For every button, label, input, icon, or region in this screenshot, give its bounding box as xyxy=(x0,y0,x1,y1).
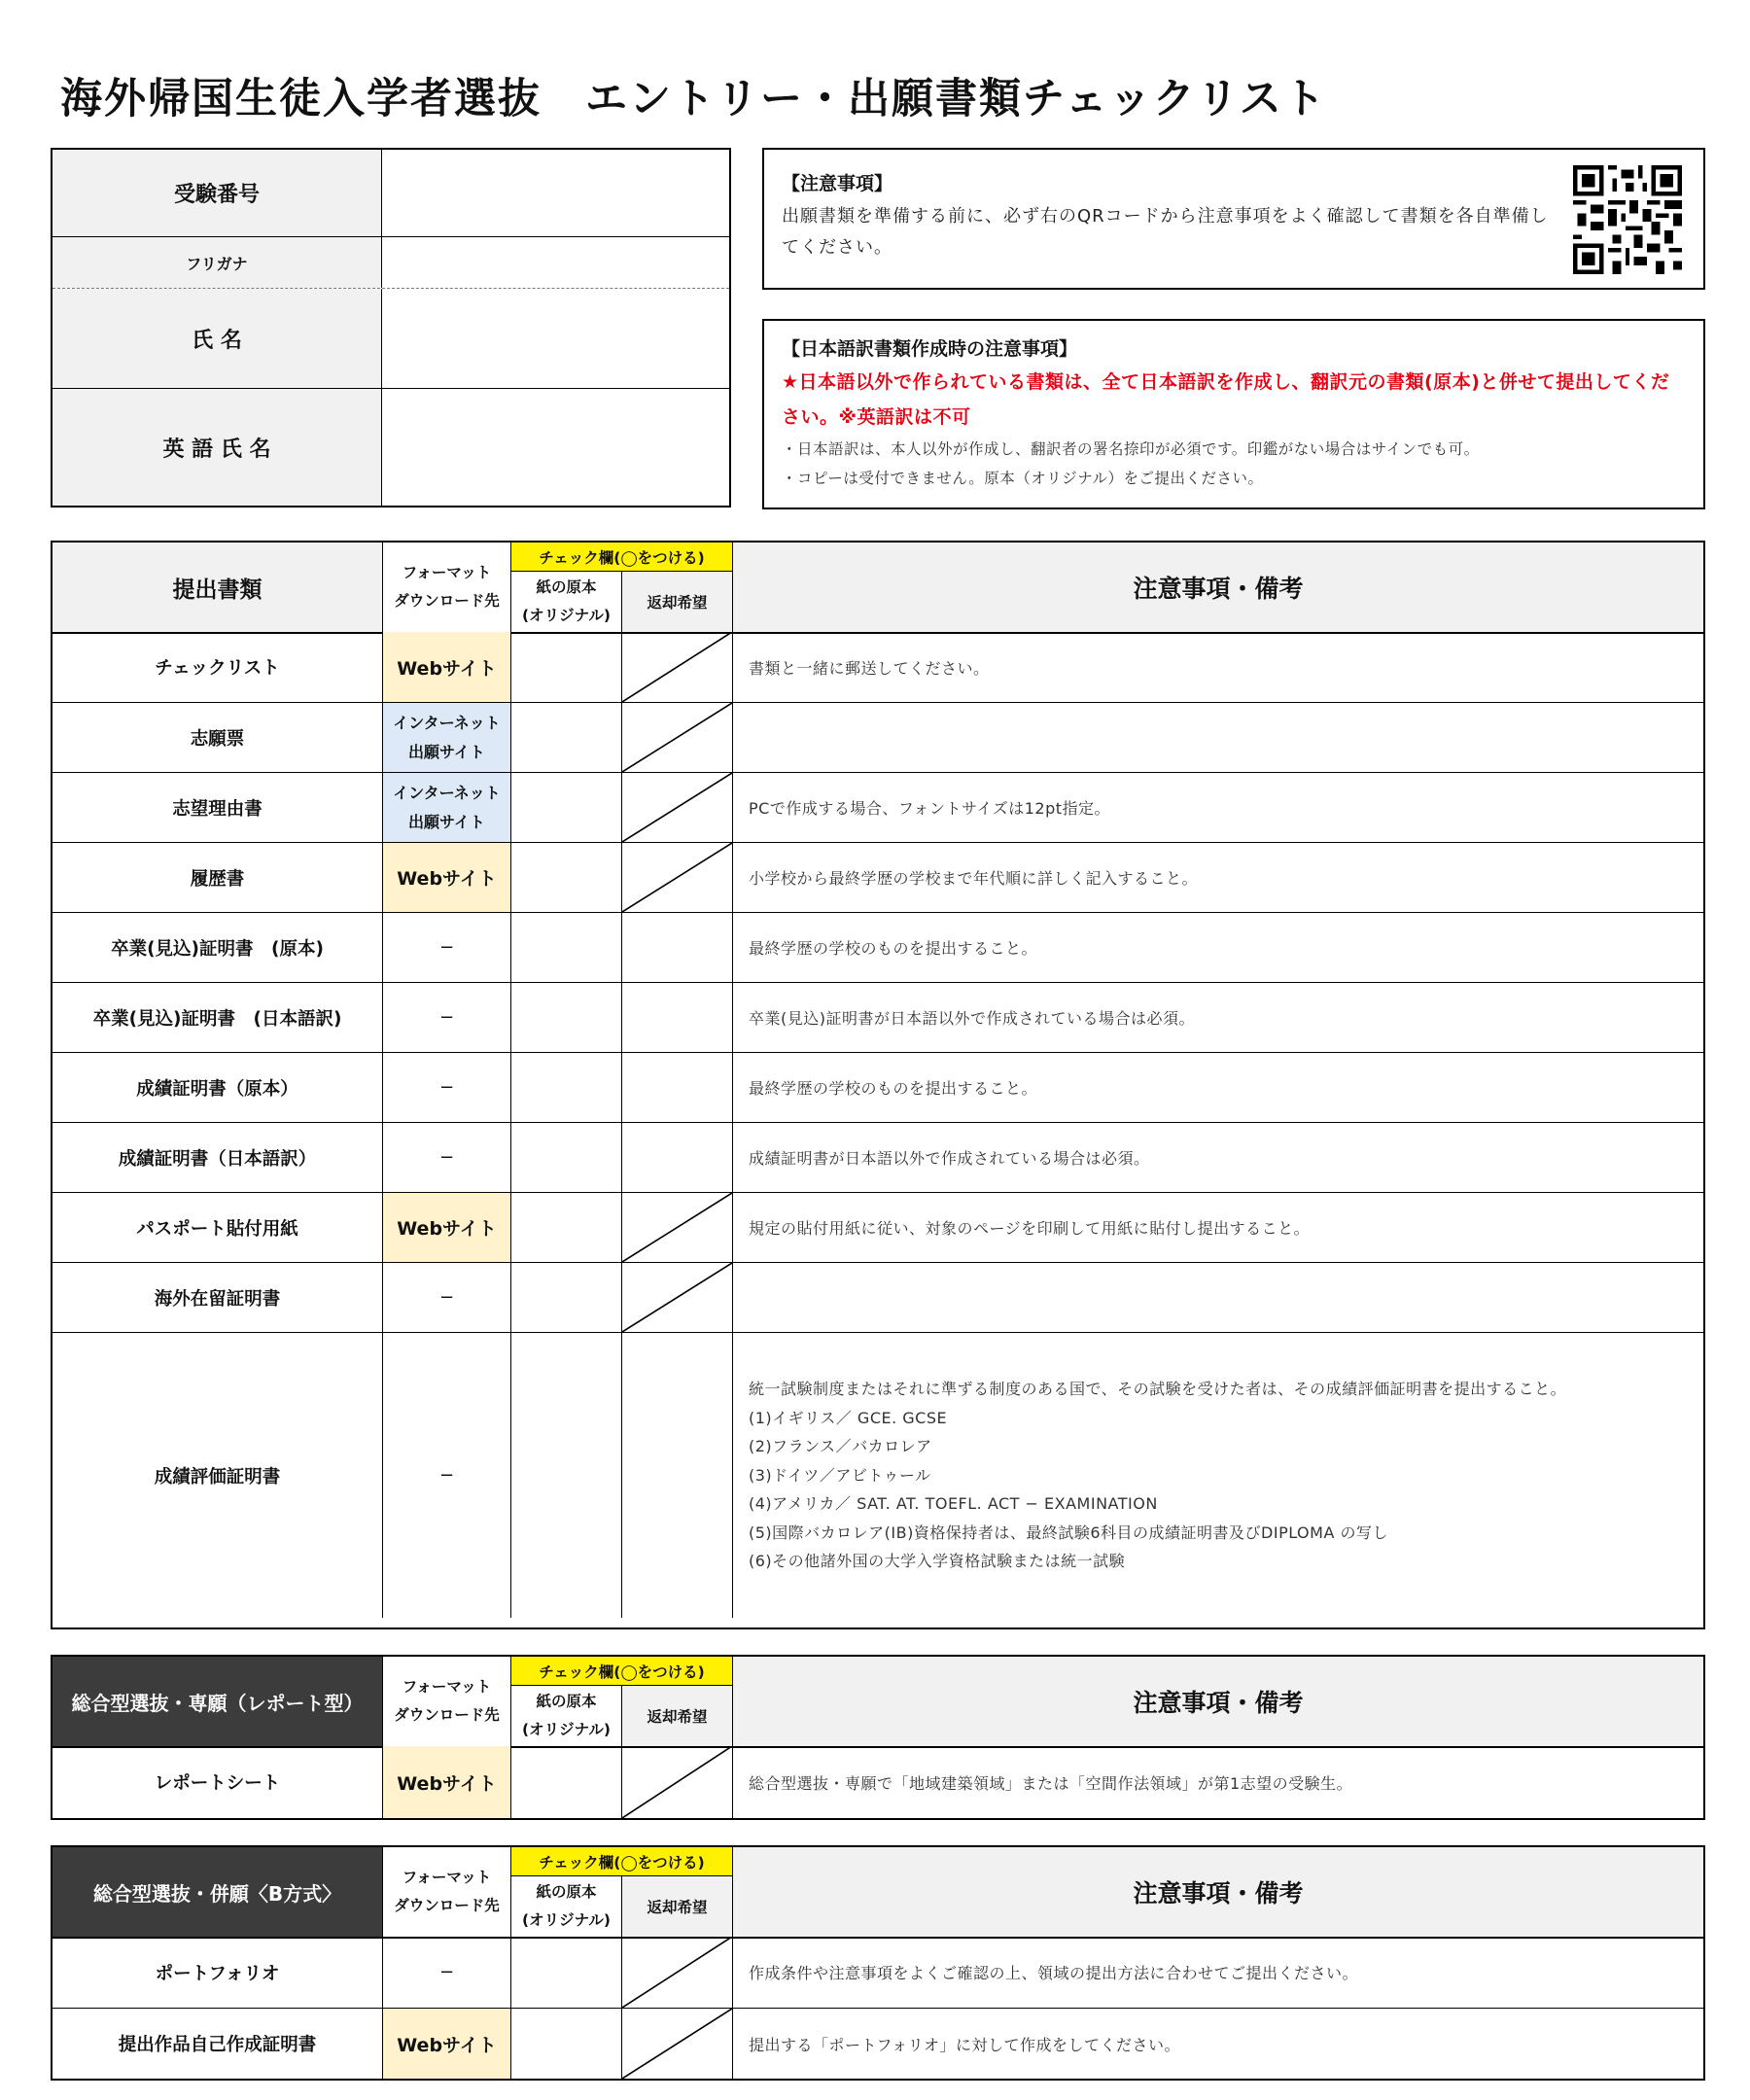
header-check-column: チェック欄(◯をつける) xyxy=(511,1657,733,1686)
page-title: 海外帰国生徒入学者選抜 エントリー・出願書類チェックリスト xyxy=(60,75,1327,123)
format-download-link[interactable] xyxy=(383,773,511,842)
row-note-line: (3)ドイツ／アビトゥール xyxy=(749,1465,931,1485)
format-line2: 出願サイト xyxy=(408,812,485,831)
header-format-line1: フォーマット xyxy=(402,564,492,581)
document-name: 卒業(見込)証明書 (日本語訳) xyxy=(52,983,383,1052)
table-row xyxy=(52,1192,1703,1262)
row-note: 総合型選抜・専願で「地域建築領域」または「空間作法領域」が第1志望の受験生。 xyxy=(749,1773,1353,1793)
header-notes: 注意事項・備考 xyxy=(733,542,1703,632)
format-download-link[interactable] xyxy=(383,703,511,772)
document-name: レポートシート xyxy=(52,1746,383,1818)
table-header xyxy=(52,542,1703,632)
table-row xyxy=(52,702,1703,772)
format-download-link: − xyxy=(383,1333,511,1618)
header-notes: 注意事項・備考 xyxy=(733,1847,1703,1937)
table-row xyxy=(52,1052,1703,1122)
row-note: 作成条件や注意事項をよくご確認の上、領域の提出方法に合わせてご提出ください。 xyxy=(749,1964,1359,1982)
not-applicable-slash xyxy=(622,1263,732,1332)
name-field[interactable] xyxy=(382,289,729,388)
format-download-link[interactable]: Webサイト xyxy=(383,632,511,702)
row-note: 最終学歴の学校のものを提出すること。 xyxy=(749,939,1038,958)
header-return: 返却希望 xyxy=(622,572,733,632)
row-note: 提出する「ポートフォリオ」に対して作成をしてください。 xyxy=(749,2035,1181,2054)
row-note xyxy=(733,703,1703,772)
header-format xyxy=(383,542,511,632)
row-note xyxy=(733,1263,1703,1332)
notice-title: 【注意事項】 xyxy=(782,173,893,194)
header-return: 返却希望 xyxy=(622,1876,733,1937)
original-check-cell[interactable] xyxy=(511,1746,622,1818)
header-check-column: チェック欄(◯をつける) xyxy=(511,1847,733,1876)
table-header xyxy=(52,1657,1703,1746)
header-original xyxy=(511,1686,622,1746)
row-note-line: 統一試験制度またはそれに準ずる制度のある国で、その試験を受けた者は、その成績評価証明書を提出すること。 xyxy=(749,1380,1567,1399)
header-original-line2: (オリジナル) xyxy=(522,1911,611,1929)
english-name-label: 英 語 氏 名 xyxy=(52,389,382,506)
format-download-link[interactable]: Webサイト xyxy=(383,1193,511,1262)
original-check-cell[interactable] xyxy=(511,2009,622,2079)
furigana-label: フリガナ xyxy=(52,237,382,288)
exam-number-row xyxy=(52,150,729,237)
document-name: 提出作品自己作成証明書 xyxy=(52,2009,383,2079)
table-row xyxy=(52,2008,1703,2079)
table-header-category: 提出書類 xyxy=(52,542,383,632)
header-original xyxy=(511,1876,622,1937)
header-original xyxy=(511,572,622,632)
original-check-cell[interactable] xyxy=(511,1193,622,1262)
return-check-cell[interactable] xyxy=(622,983,733,1052)
row-note: 成績証明書が日本語以外で作成されている場合は必須。 xyxy=(749,1149,1150,1168)
english-name-row xyxy=(52,389,729,506)
document-name: 履歴書 xyxy=(52,843,383,912)
format-line2: 出願サイト xyxy=(408,742,485,761)
row-note: 書類と一緒に郵送してください。 xyxy=(749,658,990,678)
not-applicable-slash xyxy=(622,632,732,702)
not-applicable-slash xyxy=(622,703,732,772)
original-check-cell[interactable] xyxy=(511,983,622,1052)
table-header xyxy=(52,1847,1703,1937)
table-row xyxy=(52,1332,1703,1618)
return-check-cell xyxy=(622,843,733,912)
translation-notice-title: 【日本語訳書類作成時の注意事項】 xyxy=(782,338,1078,360)
translation-warning: ★日本語以外で作られている書類は、全て日本語訳を作成し、翻訳元の書類(原本)と併せて提出してください。※英語訳は不可 xyxy=(782,371,1670,428)
row-note-line: (6)その他諸外国の大学入学資格試験または統一試験 xyxy=(749,1552,1126,1571)
not-applicable-slash xyxy=(622,1746,732,1818)
header-original-line1: 紙の原本 xyxy=(536,1883,597,1901)
format-download-link[interactable]: Webサイト xyxy=(383,843,511,912)
document-name: 海外在留証明書 xyxy=(52,1263,383,1332)
document-name: 志願票 xyxy=(52,703,383,772)
row-note-line: (1)イギリス／ GCE. GCSE xyxy=(749,1408,948,1427)
table-row xyxy=(52,842,1703,912)
format-download-link[interactable]: Webサイト xyxy=(383,1746,511,1818)
applicant-info-table xyxy=(51,148,731,508)
row-note: 卒業(見込)証明書が日本語以外で作成されている場合は必須。 xyxy=(749,1009,1195,1028)
header-format xyxy=(383,1847,511,1937)
return-check-cell xyxy=(622,632,733,702)
return-check-cell xyxy=(622,1937,733,2008)
header-format xyxy=(383,1657,511,1746)
original-check-cell[interactable] xyxy=(511,1123,622,1192)
header-notes: 注意事項・備考 xyxy=(733,1657,1703,1746)
original-check-cell[interactable] xyxy=(511,1937,622,2008)
row-note-line: (4)アメリカ／ SAT. AT. TOEFL. ACT − EXAMINATION xyxy=(749,1494,1158,1514)
original-check-cell[interactable] xyxy=(511,1333,622,1618)
document-name: 成績証明書（日本語訳） xyxy=(52,1123,383,1192)
header-format-line2: ダウンロード先 xyxy=(394,1706,500,1724)
document-name: 成績評価証明書 xyxy=(52,1333,383,1618)
return-check-cell xyxy=(622,2009,733,2079)
format-download-link: − xyxy=(383,1263,511,1332)
table-row xyxy=(52,912,1703,982)
row-note: PCで作成する場合、フォントサイズは12pt指定。 xyxy=(749,799,1111,818)
format-download-link: − xyxy=(383,1937,511,2008)
document-name: 志望理由書 xyxy=(52,773,383,842)
name-label: 氏 名 xyxy=(52,289,382,388)
format-download-link[interactable]: Webサイト xyxy=(383,2009,511,2079)
row-note xyxy=(733,1333,1703,1618)
table-row xyxy=(52,1937,1703,2008)
return-check-cell[interactable] xyxy=(622,913,733,982)
header-format-line2: ダウンロード先 xyxy=(394,592,500,610)
original-check-cell[interactable] xyxy=(511,703,622,772)
return-check-cell xyxy=(622,1193,733,1262)
document-name: 卒業(見込)証明書 (原本) xyxy=(52,913,383,982)
header-check-column: チェック欄(◯をつける) xyxy=(511,542,733,572)
document-name: パスポート貼付用紙 xyxy=(52,1193,383,1262)
exam-number-label: 受験番号 xyxy=(52,150,382,236)
translation-notice-box xyxy=(762,319,1705,509)
header-format-line1: フォーマット xyxy=(402,1869,492,1886)
original-check-cell[interactable] xyxy=(511,773,622,842)
format-download-link: − xyxy=(383,913,511,982)
header-original-line1: 紙の原本 xyxy=(536,1693,597,1710)
english-name-field[interactable] xyxy=(382,389,729,506)
header-format-line2: ダウンロード先 xyxy=(394,1897,500,1914)
table-header-category: 総合型選抜・併願〈B方式〉 xyxy=(52,1847,383,1937)
document-name: 成績証明書（原本） xyxy=(52,1053,383,1122)
not-applicable-slash xyxy=(622,2009,732,2079)
header-original-line1: 紙の原本 xyxy=(536,578,597,596)
qr-code-icon[interactable] xyxy=(1573,165,1682,274)
table-row xyxy=(52,1122,1703,1192)
notice-body: 出願書類を準備する前に、必ず右のQRコードから注意事項をよく確認して書類を各自準備してください。 xyxy=(782,206,1549,258)
original-check-cell[interactable] xyxy=(511,1263,622,1332)
report-type-table xyxy=(51,1655,1705,1820)
header-original-line2: (オリジナル) xyxy=(522,607,611,624)
documents-table xyxy=(51,541,1705,1629)
furigana-field[interactable] xyxy=(382,237,729,288)
not-applicable-slash xyxy=(622,773,732,842)
table-row xyxy=(52,1262,1703,1332)
row-note: 規定の貼付用紙に従い、対象のページを印刷して用紙に貼付し提出すること。 xyxy=(749,1219,1311,1238)
row-note-line: (5)国際バカロレア(IB)資格保持者は、最終試験6科目の成績証明書及びDIPLOMA の写し xyxy=(749,1522,1388,1542)
name-row xyxy=(52,289,729,389)
return-check-cell[interactable] xyxy=(622,1333,733,1618)
format-download-link: − xyxy=(383,1123,511,1192)
row-note: 最終学歴の学校のものを提出すること。 xyxy=(749,1079,1038,1098)
translation-note-signature: ・日本語訳は、本人以外が作成し、翻訳者の署名捺印が必須です。印鑑がない場合はサインでも可。 xyxy=(782,440,1480,458)
format-line1: インターネット xyxy=(393,713,501,732)
notice-box xyxy=(762,148,1705,290)
return-check-cell xyxy=(622,1746,733,1818)
header-return: 返却希望 xyxy=(622,1686,733,1746)
row-note-line: (2)フランス／バカロレア xyxy=(749,1437,932,1456)
document-name: ポートフォリオ xyxy=(52,1937,383,2008)
not-applicable-slash xyxy=(622,1193,732,1262)
header-format-line1: フォーマット xyxy=(402,1678,492,1696)
table-row xyxy=(52,1746,1703,1818)
table-row xyxy=(52,772,1703,842)
furigana-row xyxy=(52,237,729,289)
not-applicable-slash xyxy=(622,1937,732,2008)
translation-note-copy: ・コピーは受付できません。原本（オリジナル）をご提出ください。 xyxy=(782,470,1264,487)
table-header-category: 総合型選抜・専願（レポート型） xyxy=(52,1657,383,1746)
not-applicable-slash xyxy=(622,843,732,912)
original-check-cell[interactable] xyxy=(511,913,622,982)
table-row xyxy=(52,632,1703,702)
format-line1: インターネット xyxy=(393,783,501,802)
format-download-link: − xyxy=(383,983,511,1052)
format-download-link: − xyxy=(383,1053,511,1122)
original-check-cell[interactable] xyxy=(511,632,622,702)
return-check-cell xyxy=(622,703,733,772)
original-check-cell[interactable] xyxy=(511,1053,622,1122)
original-check-cell[interactable] xyxy=(511,843,622,912)
return-check-cell[interactable] xyxy=(622,1123,733,1192)
return-check-cell[interactable] xyxy=(622,1053,733,1122)
header-original-line2: (オリジナル) xyxy=(522,1721,611,1738)
portfolio-table xyxy=(51,1845,1705,2081)
document-name: チェックリスト xyxy=(52,632,383,702)
return-check-cell xyxy=(622,1263,733,1332)
row-note: 小学校から最終学歴の学校まで年代順に詳しく記入すること。 xyxy=(749,869,1199,888)
return-check-cell xyxy=(622,773,733,842)
exam-number-field[interactable] xyxy=(382,150,729,236)
table-row xyxy=(52,982,1703,1052)
